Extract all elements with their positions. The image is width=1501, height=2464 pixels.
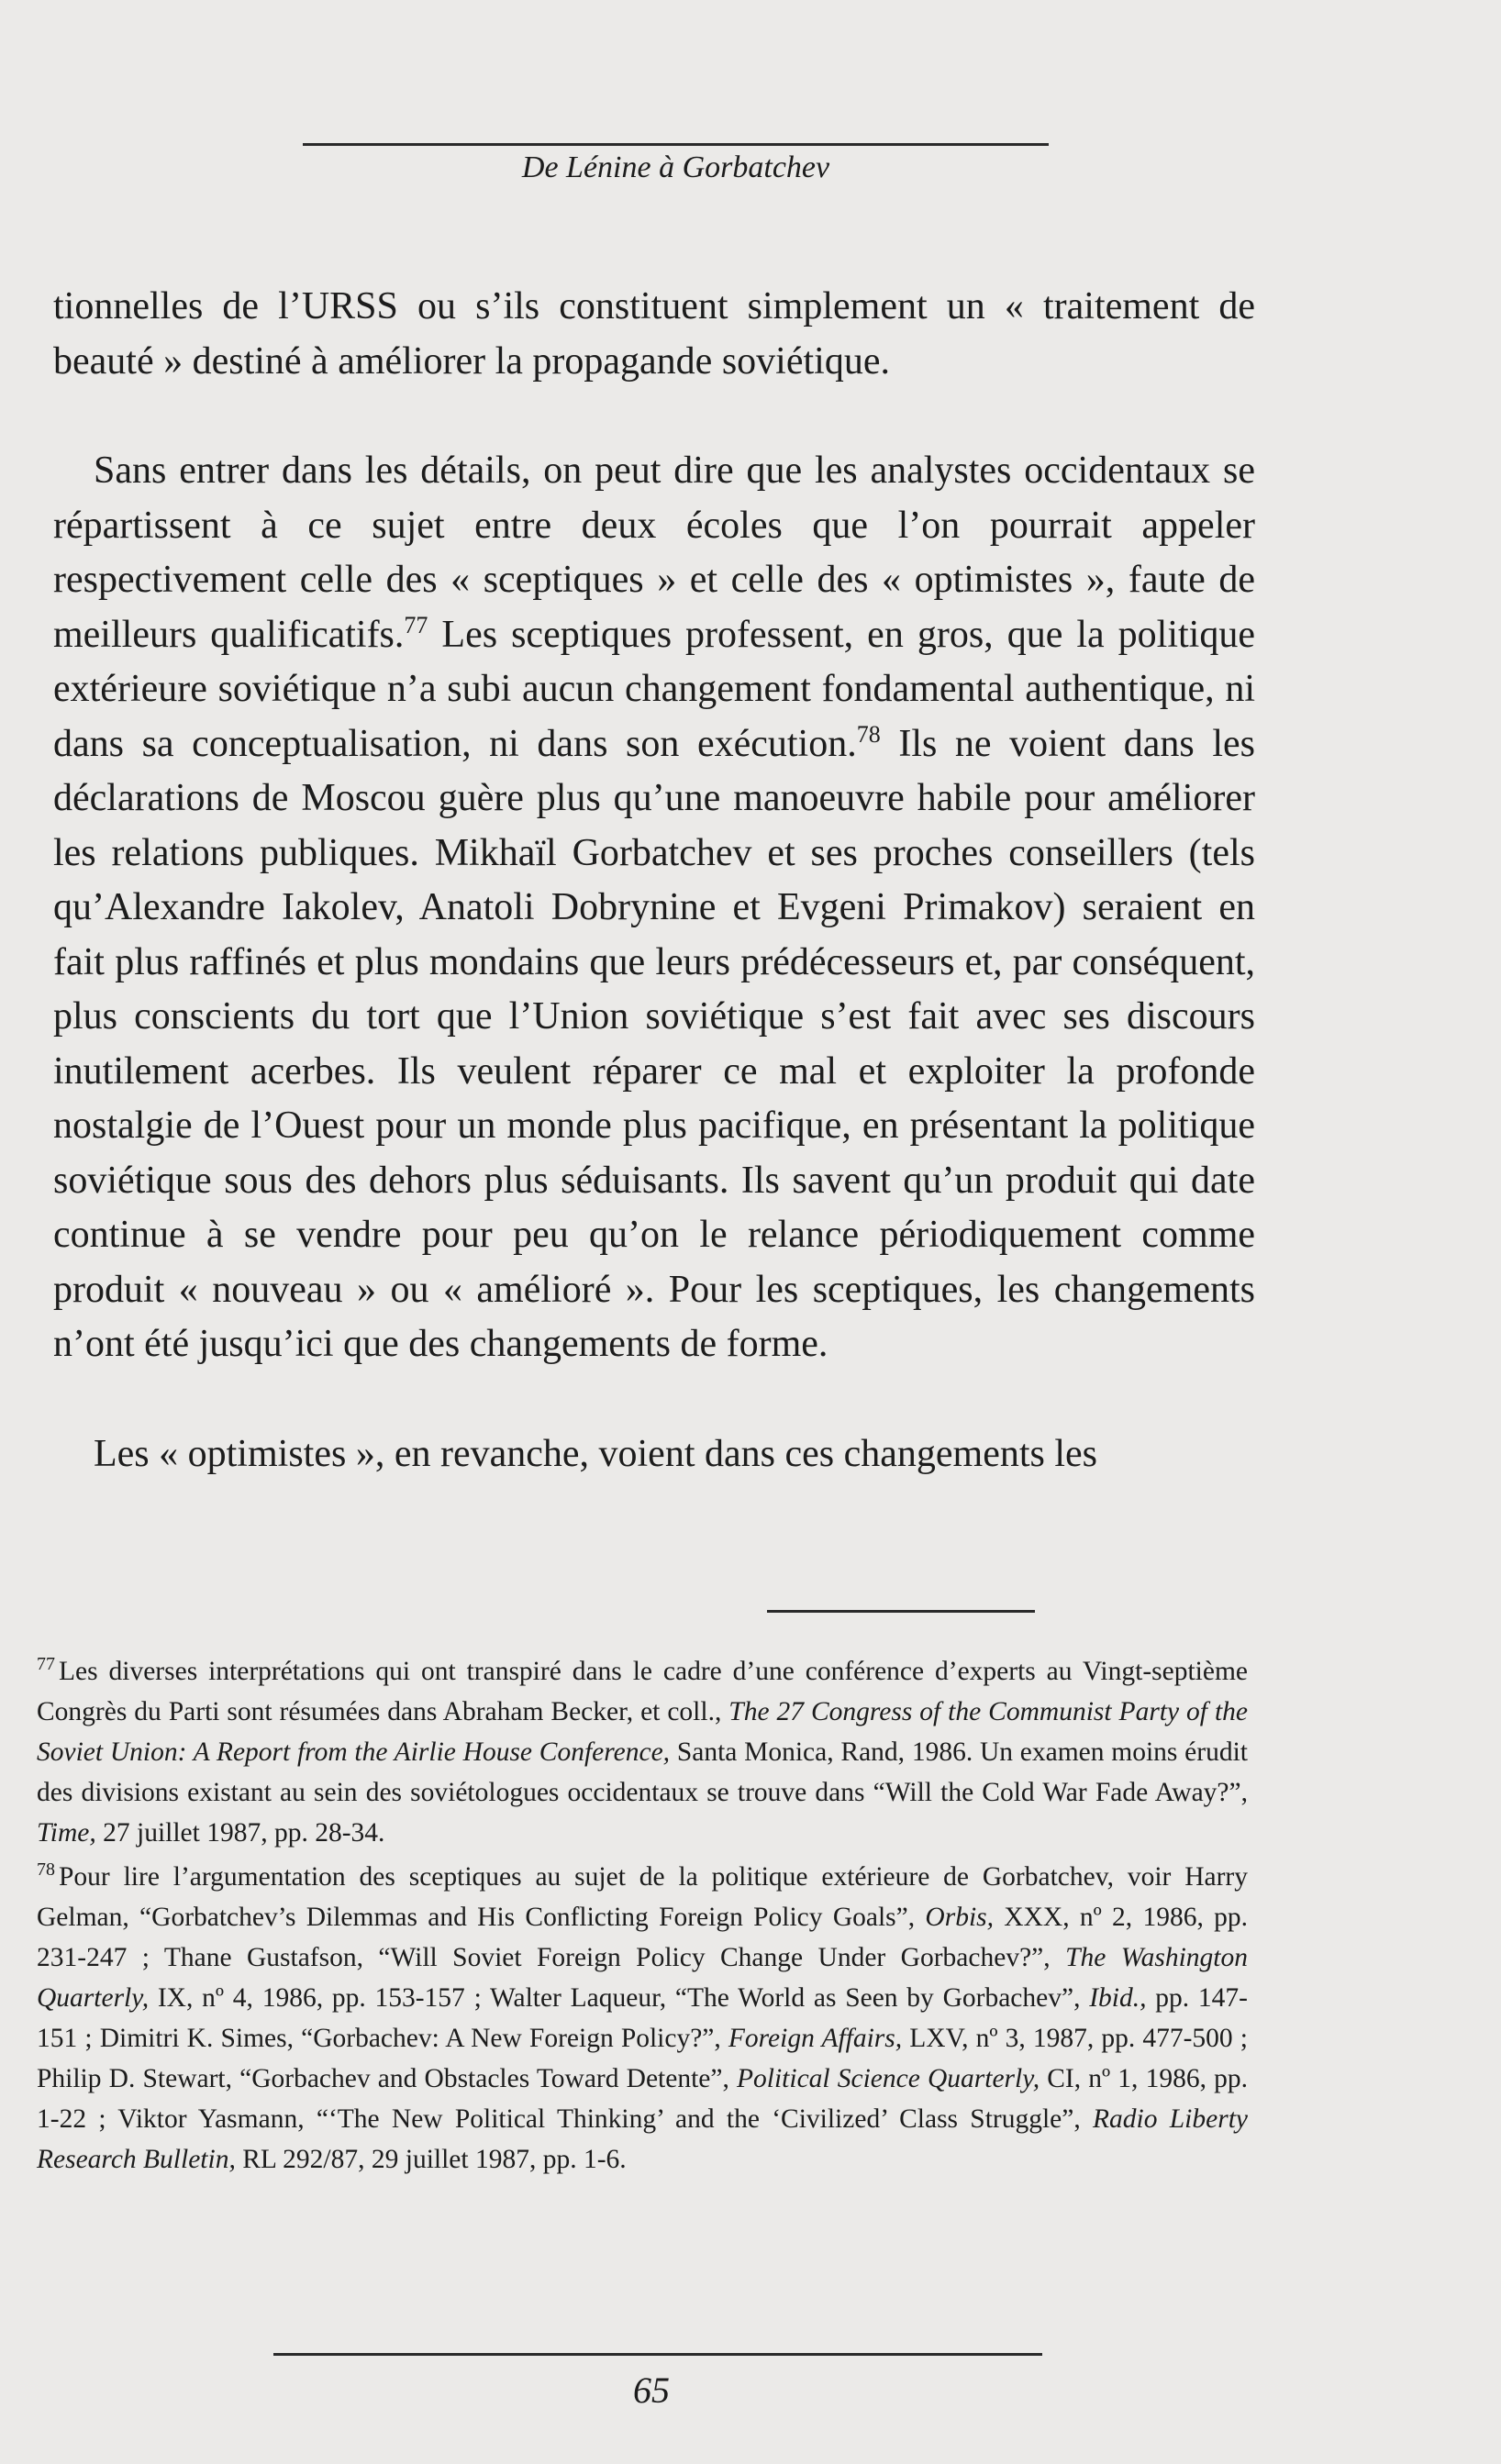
paragraph-2-part-1: Sans entrer dans les détails, on peut dire que les analystes occidentaux se répartissent à ce sujet entre deux écoles que l’on pourrait appeler respectivement celle des « sceptiques » et celle des « optimistes », faute de meilleurs qualificatifs.	[53, 450, 1255, 656]
page-number: 65	[633, 2370, 670, 2411]
footnote-78	[37, 1857, 1248, 2180]
footnote-77-text-c: Santa Monica, Rand, 1986. Un examen moins érudit des divisions existant au sein des soviétologues occidentaux se trouve dans “Will the Cold War Fade Away?”,	[37, 1737, 1248, 1807]
footer-rule	[273, 2353, 1042, 2356]
paragraph-2	[53, 444, 1255, 1372]
paragraph-3: Les « optimistes », en revanche, voient dans ces changements les	[94, 1432, 1098, 1475]
footnote-78-text-m: RL 292/87, 29 juillet 1987, pp. 1-6.	[235, 2145, 627, 2174]
footnote-number-77: 77	[37, 1654, 55, 1675]
footnote-78-journal-psq: Political Science Quarterly,	[737, 2064, 1040, 2093]
footnote-separator	[767, 1610, 1035, 1613]
footnote-78-ibid: Ibid.,	[1089, 1983, 1147, 2013]
footnote-78-text-e: IX, nº 4, 1986, pp. 153-157 ; Walter Laqueur, “The World as Seen by Gorbachev”,	[149, 1983, 1090, 2013]
footnote-78-journal-foreign-affairs: Foreign Affairs,	[728, 2024, 903, 2053]
paragraph-2-part-2: Les sceptiques professent, en gros, que la politique extérieure soviétique n’a subi aucun changement fondamental authentique, ni dans sa conceptualisation, ni dans son exécution.	[53, 613, 1255, 765]
footnote-78-journal-radio-liberty: Radio Liberty Research Bulletin,	[37, 2104, 1248, 2174]
footnote-78-journal-orbis: Orbis,	[925, 1903, 994, 1932]
footnote-77-journal: Time,	[37, 1818, 96, 1848]
footnote-ref-77[interactable]: 77	[404, 611, 428, 638]
footnote-78-text-k: CI, nº 1, 1986, pp. 1-22 ; Viktor Yasmann, “‘The New Political Thinking’ and the ‘Civilized’ Class Struggle”,	[37, 2064, 1248, 2134]
footnote-78-text-a: Pour lire l’argumentation des sceptiques au sujet de la politique extérieure de Gorbatchev, voir Harry Gelman, “Gorbatchev’s Dilemmas and His Conflicting Foreign Policy Goals”,	[37, 1862, 1248, 1932]
paragraph-2-part-3: Ils ne voient dans les déclarations de Moscou guère plus qu’une manoeuvre habile pour améliorer les relations publiques. Mikhaïl Gorbatchev et ses proches conseillers (tels qu’Alexandre Iakolev, Anatoli Dobrynine et Evgeni Primakov) seraient en fait plus raffinés et plus mondains que leurs prédécesseurs et, par conséquent, plus conscients du tort que l’Union soviétique s’est fait avec ses discours inutilement acerbes. Ils veulent réparer ce mal et exploiter la profonde nostalgie de l’Ouest pour un monde plus pacifique, en présentant la politique soviétique sous des dehors plus séduisants. Ils savent qu’un produit qui date continue à se vendre pour peu qu’on le relance périodiquement comme produit « nouveau » ou « amélioré ». Pour les sceptiques, les changements n’ont été jusqu’ici que des changements de forme.	[53, 722, 1255, 1365]
footnote-77-text-a: Les diverses interprétations qui ont transpiré dans le cadre d’une conférence d’experts au Vingt-septième Congrès du Parti sont résumées dans Abraham Becker, et coll.,	[37, 1657, 1248, 1726]
footnote-77	[37, 1651, 1248, 1853]
running-head: De Lénine à Gorbatchev	[521, 150, 830, 184]
main-text	[53, 280, 1255, 1482]
paragraph-1: tionnelles de l’URSS ou s’ils constituent simplement un « traitement de beauté » destiné à améliorer la propagande soviétique.	[53, 285, 1255, 383]
footnotes	[37, 1651, 1248, 2180]
footnote-77-title: The 27 Congress of the Communist Party of the Soviet Union: A Report from the Airlie House Conference,	[37, 1697, 1248, 1767]
footnote-78-text-g: pp. 147-151 ; Dimitri K. Simes, “Gorbachev: A New Foreign Policy?”,	[37, 1983, 1249, 2053]
footnote-77-text-e: 27 juillet 1987, pp. 28-34.	[95, 1818, 385, 1848]
footnote-78-journal-washington: The Washington Quarterly,	[37, 1943, 1248, 2013]
header-rule	[303, 143, 1049, 146]
footnote-number-78: 78	[37, 1859, 55, 1881]
footnote-78-text-i: LXV, nº 3, 1987, pp. 477-500 ; Philip D. Stewart, “Gorbachev and Obstacles Toward Detente”,	[37, 2024, 1249, 2093]
footnote-ref-78[interactable]: 78	[856, 720, 881, 748]
footnote-78-text-c: XXX, nº 2, 1986, pp. 231-247 ; Thane Gustafson, “Will Soviet Foreign Policy Change Under Gorbachev?”,	[37, 1903, 1249, 1972]
